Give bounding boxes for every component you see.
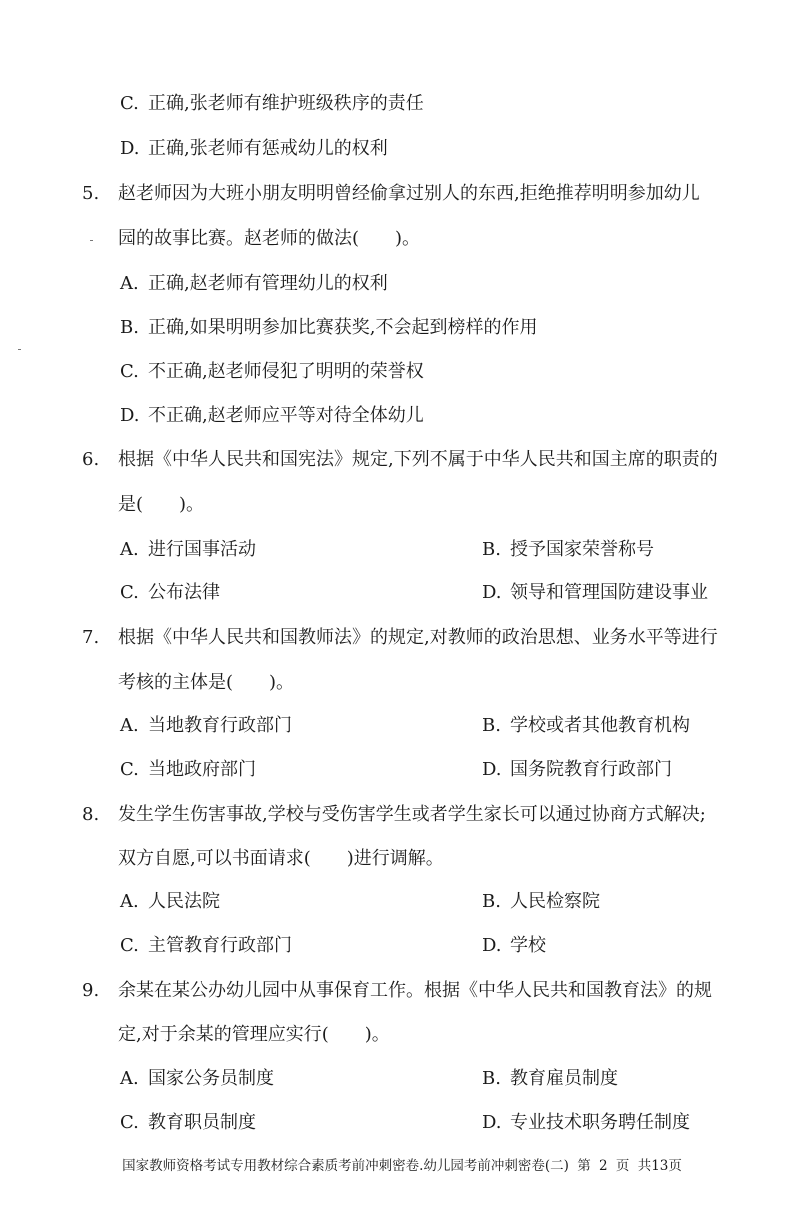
option-d <box>120 404 424 428</box>
option-d <box>482 1111 690 1135</box>
option-letter: B. <box>120 317 139 338</box>
question-stem-line: 发生学生伤害事故,学校与受伤害学生或者学生家长可以通过协商方式解决; <box>118 804 706 825</box>
option-text: 不正确,赵老师应平等对待全体幼儿 <box>148 405 424 426</box>
option-text: 正确,张老师有惩戒幼儿的权利 <box>148 138 388 159</box>
option-text: 人民法院 <box>148 891 220 912</box>
option-text: 学校或者其他教育机构 <box>510 715 690 736</box>
option-text: 正确,张老师有维护班级秩序的责任 <box>148 93 424 114</box>
option-letter: B. <box>482 539 501 560</box>
question-stem-line: 园的故事比赛。赵老师的做法( )。 <box>118 228 421 249</box>
option-letter: C. <box>120 582 139 603</box>
option-letter: D. <box>482 582 502 603</box>
option-text: 进行国事活动 <box>148 539 256 560</box>
option-text: 专业技术职务聘任制度 <box>510 1112 690 1133</box>
option-text: 教育职员制度 <box>148 1112 256 1133</box>
option-letter: D. <box>482 759 502 780</box>
option-text: 公布法律 <box>148 582 220 603</box>
option-letter: C. <box>120 759 139 780</box>
option-text: 学校 <box>510 935 546 956</box>
footer-page-unit: 页 <box>615 1158 630 1174</box>
option-letter: D. <box>482 935 502 956</box>
option-a <box>120 1067 274 1091</box>
option-text: 不正确,赵老师侵犯了明明的荣誉权 <box>148 361 424 382</box>
option-d <box>482 581 708 605</box>
scan-speck <box>18 349 21 350</box>
option-letter: C. <box>120 93 139 114</box>
option-letter: B. <box>482 891 501 912</box>
option-letter: A. <box>120 273 139 294</box>
option-b <box>120 316 537 340</box>
option-c <box>120 758 256 782</box>
option-letter: A. <box>120 539 139 560</box>
option-text: 正确,如果明明参加比赛获奖,不会起到榜样的作用 <box>148 317 538 338</box>
question-stem-line: 是( )。 <box>118 494 205 515</box>
question-stem-line: 根据《中华人民共和国宪法》规定,下列不属于中华人民共和国主席的职责的 <box>118 449 718 470</box>
footer-total-pages: 共13页 <box>637 1158 682 1174</box>
option-a <box>120 714 292 738</box>
option-c <box>120 581 220 605</box>
option-letter: D. <box>482 1112 502 1133</box>
question-stem-line: 双方自愿,可以书面请求( )进行调解。 <box>118 848 444 869</box>
page-footer <box>0 1156 800 1176</box>
scan-speck <box>90 240 93 241</box>
option-c-prev <box>120 92 424 116</box>
option-text: 当地教育行政部门 <box>148 715 292 736</box>
footer-source: 国家教师资格考试专用教材综合素质考前冲刺密卷.幼儿园考前冲刺密卷(二) <box>122 1158 569 1174</box>
option-letter: A. <box>120 891 139 912</box>
option-d-prev <box>120 137 388 161</box>
option-b <box>482 714 690 738</box>
option-letter: A. <box>120 715 139 736</box>
option-d <box>482 758 672 782</box>
footer-page-number: 2 <box>599 1158 608 1174</box>
option-text: 国务院教育行政部门 <box>510 759 672 780</box>
option-letter: C. <box>120 935 139 956</box>
option-b <box>482 1067 618 1091</box>
option-letter: C. <box>120 1112 139 1133</box>
option-letter: A. <box>120 1068 139 1089</box>
question-stem-line: 余某在某公办幼儿园中从事保育工作。根据《中华人民共和国教育法》的规 <box>118 980 712 1001</box>
option-text: 领导和管理国防建设事业 <box>510 582 708 603</box>
option-text: 教育雇员制度 <box>510 1068 618 1089</box>
option-a <box>120 538 256 562</box>
question-stem-line: 定,对于余某的管理应实行( )。 <box>118 1024 390 1045</box>
question-stem-line: 赵老师因为大班小朋友明明曾经偷拿过别人的东西,拒绝推荐明明参加幼儿 <box>118 183 700 204</box>
option-text: 人民检察院 <box>510 891 600 912</box>
option-text: 正确,赵老师有管理幼儿的权利 <box>148 273 388 294</box>
option-c <box>120 1111 256 1135</box>
option-text: 主管教育行政部门 <box>148 935 292 956</box>
question-number: 8. <box>82 804 100 825</box>
option-letter: C. <box>120 361 139 382</box>
question-stem-line: 考核的主体是( )。 <box>118 672 295 693</box>
question-number: 7. <box>82 627 100 648</box>
option-text: 国家公务员制度 <box>148 1068 274 1089</box>
option-letter: D. <box>120 138 140 159</box>
question-number: 6. <box>82 449 100 470</box>
option-a <box>120 272 388 296</box>
option-a <box>120 890 220 914</box>
option-b <box>482 538 654 562</box>
footer-page-word: 第 <box>577 1158 591 1174</box>
option-letter: D. <box>120 405 140 426</box>
option-letter: B. <box>482 1068 501 1089</box>
question-stem-line: 根据《中华人民共和国教师法》的规定,对教师的政治思想、业务水平等进行 <box>118 627 718 648</box>
option-letter: B. <box>482 715 501 736</box>
option-c <box>120 934 292 958</box>
option-c <box>120 360 424 384</box>
question-number: 5. <box>82 183 100 204</box>
option-text: 授予国家荣誉称号 <box>510 539 654 560</box>
option-d <box>482 934 546 958</box>
option-b <box>482 890 600 914</box>
question-number: 9. <box>82 980 100 1001</box>
option-text: 当地政府部门 <box>148 759 256 780</box>
